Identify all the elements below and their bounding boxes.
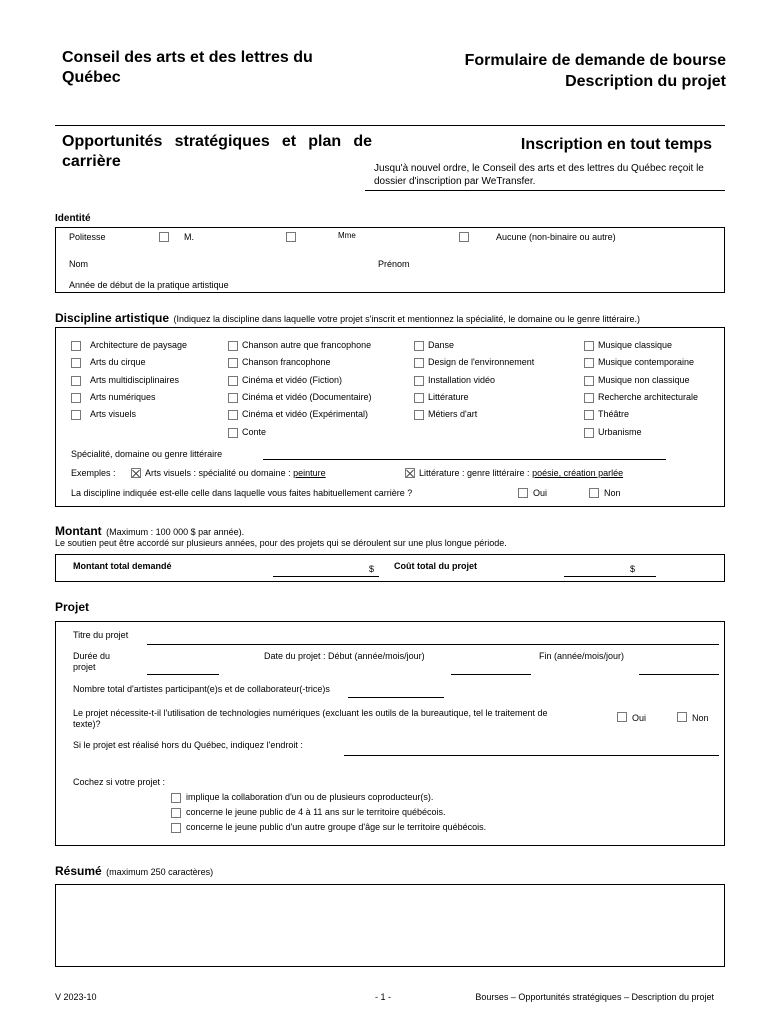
discipline-checkbox[interactable] (228, 341, 238, 351)
projet-title: Projet (55, 600, 90, 614)
discipline-heading (55, 309, 640, 327)
projet-checkbox[interactable] (171, 823, 181, 833)
discipline-option-label: Architecture de paysage (90, 340, 188, 350)
discipline-checkbox[interactable] (71, 410, 81, 420)
none-checkbox[interactable] (459, 232, 469, 242)
discipline-checkbox[interactable] (414, 410, 424, 420)
exemples-label: Exemples : (71, 468, 116, 478)
specialite-label: Spécialité, domaine ou genre littéraire (71, 449, 223, 459)
discipline-option-label: Musique non classique (598, 374, 690, 385)
discipline-option-label: Arts visuels (90, 409, 137, 420)
form-title-1: Formulaire de demande de bourse (464, 52, 726, 69)
mme-label: Mme (338, 231, 356, 240)
header-rule (55, 125, 725, 126)
discipline-checkbox[interactable] (584, 410, 594, 420)
techno-question: Le projet nécessite-t-il l'utilisation de technologies numériques (excluant les outils de la bureautique, tel le traitement de texte)? (73, 708, 548, 729)
date-debut-label: Date du projet : Début (année/mois/jour) (264, 651, 425, 661)
techno-non-checkbox[interactable] (677, 712, 687, 722)
techno-non-label: Non (692, 713, 709, 723)
discipline-checkbox[interactable] (584, 428, 594, 438)
example-2-value: poésie, création parlée (532, 468, 624, 478)
projet-check-label: implique la collaboration d'un ou de plusieurs coproducteur(s). (186, 792, 434, 802)
discipline-option-label: Recherche architecturale (598, 391, 699, 402)
nombre-label: Nombre total d'artistes participant(e)s et de collaborateur(-trice)s (73, 684, 330, 694)
discipline-checkbox[interactable] (228, 358, 238, 368)
hors-quebec-field[interactable] (344, 755, 719, 756)
date-fin-label: Fin (année/mois/jour) (539, 651, 625, 661)
discipline-option-label: Arts multidisciplinaires (90, 374, 180, 385)
example-checked-box (131, 468, 141, 478)
politesse-label: Politesse (69, 232, 106, 242)
resume-note: (maximum 250 caractères) (106, 867, 214, 877)
discipline-checkbox[interactable] (414, 376, 424, 386)
discipline-checkbox[interactable] (414, 393, 424, 403)
cout-total-field[interactable] (564, 576, 656, 577)
identity-title: Identité (55, 213, 91, 224)
titre-label: Titre du projet (73, 630, 129, 640)
mme-checkbox[interactable] (286, 232, 296, 242)
techno-oui-checkbox[interactable] (617, 712, 627, 722)
projet-check-label: concerne le jeune public d'un autre groupe d'âge sur le territoire québécois. (186, 822, 487, 832)
example-2 (419, 468, 623, 479)
resume-textarea[interactable] (55, 884, 725, 967)
projet-checkbox[interactable] (171, 793, 181, 803)
example-1-value: peinture (293, 468, 326, 478)
discipline-option-label: Littérature (428, 391, 469, 402)
discipline-option-label: Cinéma et vidéo (Expérimental) (242, 409, 369, 420)
discipline-checkbox[interactable] (228, 410, 238, 420)
cout-total-label: Coût total du projet (394, 561, 477, 571)
discipline-checkbox[interactable] (228, 393, 238, 403)
discipline-option-label: Installation vidéo (428, 374, 496, 385)
discipline-option-label: Arts numériques (90, 391, 156, 402)
total-demande-label: Montant total demandé (73, 561, 172, 571)
intake-title: Inscription en tout temps (520, 136, 712, 153)
montant-support-note: Le soutien peut être accordé sur plusieurs années, pour des projets qui se déroulent sur une plus longue période. (55, 538, 507, 548)
montant-box (55, 554, 725, 582)
discipline-checkbox[interactable] (71, 376, 81, 386)
discipline-option-label: Chanson autre que francophone (242, 340, 372, 350)
discipline-option-label: Arts du cirque (90, 357, 146, 368)
discipline-checkbox[interactable] (414, 358, 424, 368)
career-non-label: Non (604, 488, 621, 498)
projet-box (55, 621, 725, 846)
discipline-option-label: Conte (242, 426, 267, 437)
discipline-option-label: Danse (428, 340, 455, 350)
discipline-option-label: Cinéma et vidéo (Fiction) (242, 374, 343, 385)
annee-label: Année de début de la pratique artistique (69, 280, 229, 290)
resume-heading (55, 862, 213, 880)
resume-title: Résumé (55, 864, 102, 878)
techno-oui-label: Oui (632, 713, 647, 723)
career-oui-label: Oui (533, 488, 548, 498)
montant-max-note: (Maximum : 100 000 $ par année). (106, 527, 245, 537)
date-fin-field[interactable] (639, 674, 719, 675)
form-title-2: Description du projet (565, 73, 726, 90)
org-name: Conseil des arts et des lettres du Québec (62, 49, 313, 86)
discipline-checkbox[interactable] (584, 341, 594, 351)
example-checked-box (405, 468, 415, 478)
montant-title: Montant (55, 524, 102, 538)
example-1-text: Arts visuels : spécialité ou domaine : (145, 468, 294, 478)
discipline-option-label: Métiers d'art (428, 409, 478, 420)
career-non-checkbox[interactable] (589, 488, 599, 498)
discipline-option-label: Musique contemporaine (598, 357, 695, 368)
m-checkbox[interactable] (159, 232, 169, 242)
currency-2: $ (630, 564, 636, 574)
discipline-checkbox[interactable] (228, 428, 238, 438)
discipline-option-label: Théâtre (598, 409, 630, 420)
intake-rule (365, 190, 725, 191)
footer-version: V 2023-10 (55, 992, 97, 1002)
discipline-option-label: Design de l'environnement (428, 357, 535, 368)
discipline-checkbox[interactable] (584, 376, 594, 386)
discipline-checkbox[interactable] (71, 358, 81, 368)
prenom-label: Prénom (378, 259, 410, 269)
discipline-title: Discipline artistique (55, 311, 170, 325)
duree-label: Durée du projet (73, 651, 111, 672)
hors-quebec-label: Si le projet est réalisé hors du Québec, indiquez l'endroit : (73, 740, 303, 750)
nombre-field[interactable] (348, 697, 444, 698)
none-label: Aucune (non-binaire ou autre) (496, 232, 616, 242)
currency-1: $ (369, 564, 375, 574)
discipline-checkbox[interactable] (71, 393, 81, 403)
discipline-checkbox[interactable] (71, 341, 81, 351)
intake-note: Jusqu'à nouvel ordre, le Conseil des arts et des lettres du Québec reçoit le dossier d'inscription par WeTransfer. (374, 163, 704, 187)
m-label: M. (184, 232, 194, 242)
cochez-label: Cochez si votre projet : (73, 777, 166, 787)
career-question: La discipline indiquée est-elle celle dans laquelle vous faites habituellement carrière ? (71, 488, 413, 498)
specialite-field[interactable] (263, 459, 666, 460)
nom-label: Nom (69, 259, 89, 269)
identity-box (55, 227, 725, 293)
discipline-checkbox[interactable] (414, 341, 424, 351)
discipline-option-label: Urbanisme (598, 426, 642, 437)
discipline-option-label: Musique classique (598, 340, 673, 350)
discipline-checkbox[interactable] (228, 376, 238, 386)
projet-checkbox[interactable] (171, 808, 181, 818)
footer-doc-name: Bourses – Opportunités stratégiques – Description du projet (475, 992, 714, 1002)
discipline-option-label: Chanson francophone (242, 357, 331, 368)
total-demande-field[interactable] (273, 576, 379, 577)
titre-field[interactable] (147, 644, 719, 645)
career-oui-checkbox[interactable] (518, 488, 528, 498)
example-1 (145, 468, 326, 479)
date-debut-field[interactable] (451, 674, 531, 675)
example-2-text: Littérature : genre littéraire : (419, 468, 533, 478)
discipline-instruction: (Indiquez la discipline dans laquelle votre projet s'inscrit et mentionnez la spécialité, le domaine ou le genre littéraire.) (173, 314, 640, 324)
program-title: Opportunités stratégiques et plan de carrière (62, 133, 372, 170)
duree-field[interactable] (147, 674, 219, 675)
projet-check-label: concerne le jeune public de 4 à 11 ans sur le territoire québécois. (186, 807, 446, 817)
discipline-checkbox[interactable] (584, 358, 594, 368)
discipline-box (55, 327, 725, 507)
discipline-checkbox[interactable] (584, 393, 594, 403)
discipline-option-label: Cinéma et vidéo (Documentaire) (242, 391, 372, 402)
footer-page: - 1 - (375, 992, 392, 1002)
